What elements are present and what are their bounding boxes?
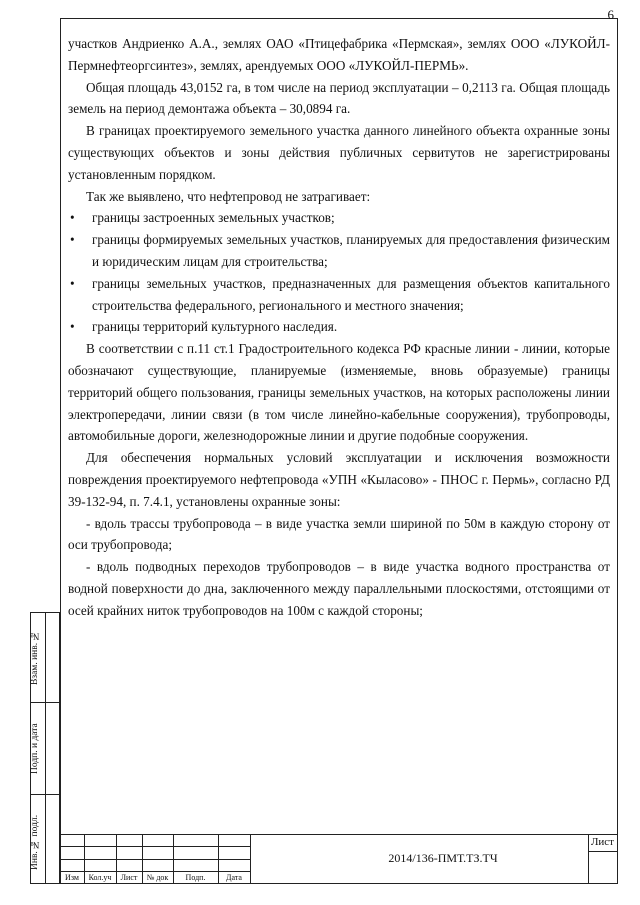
paragraph: В границах проектируемого земельного участка данного линейного объекта охранные зоны существующих объектов и зоны действия публичных сервитутов не зарегистрированы установленным порядком. [68,123,610,182]
page-number: 6 [607,7,614,22]
stamp-col-label: № док [146,873,169,882]
stamp-col-label: Лист [120,873,138,882]
bullet-text: границы территорий культурного наследия. [92,319,338,335]
strip-label-signature: Подп. и дата [30,723,40,775]
bullet-item: • границы застроенных земельных участков; [70,210,335,226]
stamp-col-label: Дата [226,873,242,882]
title-block-stamp [60,834,618,884]
stamp-col-label: Кол.уч [88,873,112,882]
document-body [68,33,610,622]
stamp-col-label: Подп. [185,873,206,882]
bullet-text: границы застроенных земельных участков; [92,210,335,226]
bullet-item: • границы формируемых земельных участков, планируемых для предоставления физическим и юридическим лицам для строительства; [70,232,610,269]
document-number: 2014/136-ПМТ.ТЗ.ТЧ [388,851,498,865]
binding-strip [30,612,60,884]
strip-label-replacement: Взам. инв. № [30,630,40,686]
paragraph: Для обеспечения нормальных условий эксплуатации и исключения возможности повреждения проектируемого нефтепровода «УПН «Кыласово» - ПНОС г. Пермь», согласно РД 39-132-94, п. 7.4.1, установлены охранные зоны: [68,450,610,509]
paragraph: Общая площадь 43,0152 га, в том числе на период эксплуатации – 0,2113 га. Общая площадь земель на период демонтажа объекта – 30,0894 га. [68,79,610,117]
bullet-item: • границы территорий культурного наследия. [70,319,338,335]
paragraph: - вдоль подводных переходов трубопроводов – в виде участка водного пространства от водной поверхности до дна, заключенного между параллельными плоскостями, отстоящими от осей крайних ниток трубопроводов на 100м с каждой стороны; [68,559,610,618]
paragraph: В соответствии с п.11 ст.1 Градостроительного кодекса РФ красные линии - линии, которые обозначают существующие, планируемые (изменяемые, вновь образуемые) границы территорий общего пользования, границы земельных участков, на которых расположены линии электропередачи, линии связи (в том числе линейно-кабельные сооружения), трубопроводы, автомобильные дороги, железнодорожные линии и другие подобные сооружения. [68,341,610,444]
bullet-item: • границы земельных участков, предназначенных для размещения объектов капитального строительства федерального, регионального и местного значения; [70,275,610,313]
sheet-label: Лист [590,836,614,848]
strip-label-inventory: Инв. № подл. [30,814,40,870]
bullet-text: границы земельных участков, предназначенных для размещения объектов капитального строительства федерального, регионального и местного значения; [92,275,610,313]
paragraph: участков Андриенко А.А., землях ОАО «Птицефабрика «Пермская», землях ООО «ЛУКОЙЛ-Пермнефтеоргсинтез», землях, арендуемых ООО «ЛУКОЙЛ-ПЕРМЬ». [68,36,610,73]
bullet-text: границы формируемых земельных участков, планируемых для предоставления физическим и юридическим лицам для строительства; [92,232,610,269]
stamp-col-label: Изм [65,873,79,882]
paragraph: Так же выявлено, что нефтепровод не затрагивает: [86,188,371,204]
paragraph: - вдоль трассы трубопровода – в виде участка земли шириной по 50м в каждую сторону от оси трубопровода; [68,515,610,553]
